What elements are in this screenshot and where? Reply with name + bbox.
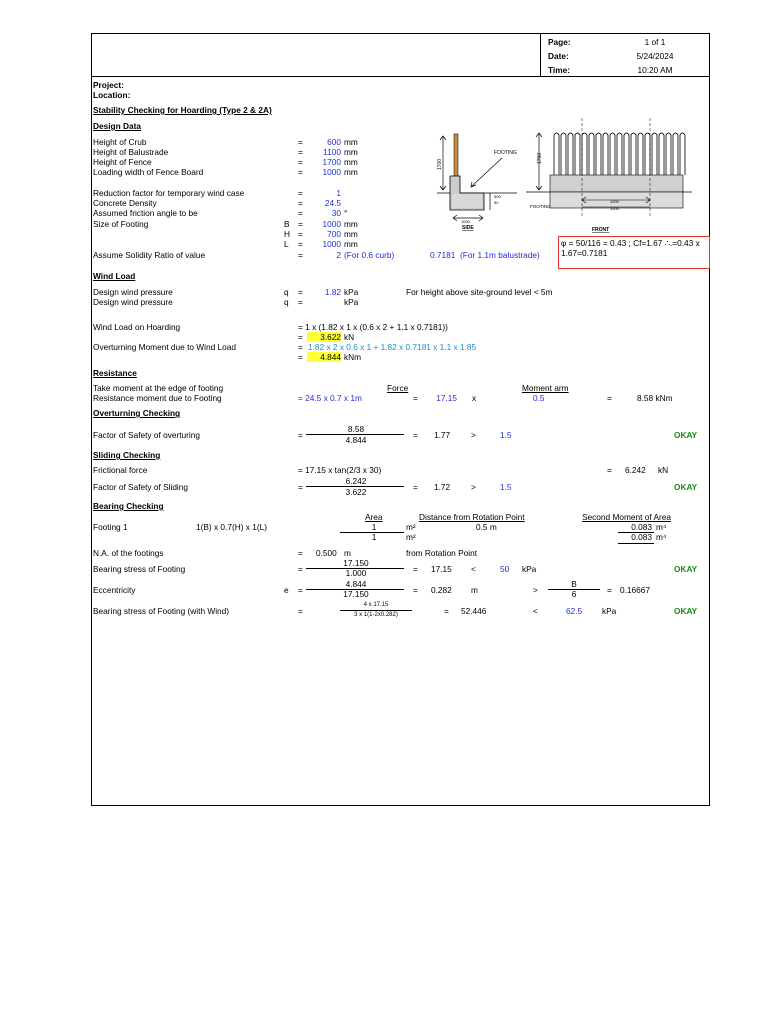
eccentricity-gt: >: [533, 585, 538, 595]
overturning-eq: =: [298, 430, 303, 440]
page-title: Stability Checking for Hoarding (Type 2 & 2A): [93, 105, 272, 115]
resistance-row1-label: Take moment at the edge of footing: [93, 383, 224, 393]
footing-label-side: FOOTING: [494, 150, 517, 156]
resistance-x: x: [472, 393, 477, 403]
wind-bearing-value: 52.446: [461, 606, 487, 616]
overturning-den: 4.844: [345, 435, 367, 445]
fence-paling: [680, 133, 685, 175]
overturning-limit: 1.5: [500, 430, 512, 440]
eccentricity-eq-3: =: [607, 585, 612, 595]
sliding-eq: =: [298, 482, 303, 492]
project-label: Project:: [93, 80, 124, 90]
fence-paling: [638, 133, 643, 175]
fence-paling: [582, 133, 587, 175]
eccentricity-eq: =: [298, 585, 303, 595]
wind-bearing-limit: 62.5: [566, 606, 583, 616]
wind-pressure-eq-1: =: [298, 287, 303, 297]
design-row-label: Height of Fence: [93, 157, 152, 167]
design-row-unit: mm: [344, 229, 358, 239]
bearing-stress-den: 1.000: [345, 568, 367, 578]
second-total-bar-2: [618, 543, 654, 544]
eccentricity-value: 0.282: [431, 585, 452, 595]
bearing-stress-unit: kPa: [522, 564, 537, 574]
resistance-row2-label: Resistance moment due to Footing: [93, 393, 222, 403]
fence-paling: [589, 133, 594, 175]
resistance-formula: = 24.5 x 0.7 x 1m: [298, 393, 362, 403]
sliding-heading: Sliding Checking: [93, 450, 161, 460]
wind-pressure-value: 1.82: [324, 287, 341, 297]
fence-paling: [659, 133, 664, 175]
design-row-unit: mm: [344, 137, 358, 147]
friction-value: 6.242: [625, 465, 646, 475]
na-note: from Rotation Point: [406, 548, 478, 558]
design-row-symbol: L: [284, 239, 289, 249]
resistance-result: 8.58 kNm: [637, 393, 673, 403]
design-row-value: 1700: [322, 157, 341, 167]
side-diagram: [432, 128, 522, 232]
second-moment-unit: m⁴: [656, 522, 667, 532]
friction-formula: = 17.15 x tan(2/3 x 30): [298, 465, 382, 475]
moment-eq: =: [298, 342, 303, 352]
design-row-eq: =: [298, 229, 303, 239]
design-row-eq: =: [298, 239, 303, 249]
second-moment-header: Second Moment of Area: [582, 512, 672, 522]
distance-header: Distance from Rotation Point: [419, 512, 525, 522]
moment-formula: 1.82 x 2 x 0.6 x 1 + 1.82 x 0.7181 x 1.1 x 1.85: [308, 342, 477, 352]
na-unit: m: [344, 548, 351, 558]
front-dim-1700: 1700: [537, 152, 543, 164]
overturning-heading: Overturning Checking: [93, 408, 181, 418]
hoarding-load-value: 3.622: [307, 332, 341, 342]
eccentricity-eq-2: =: [413, 585, 418, 595]
bearing-stress-eq-2: =: [413, 564, 418, 574]
design-row-label: Loading width of Fence Board: [93, 167, 204, 177]
second-moment-value: 0.083: [631, 522, 652, 532]
eccentricity-num: 4.844: [345, 579, 367, 589]
resistance-eq: =: [413, 393, 418, 403]
bearing-stress-status: OKAY: [674, 564, 698, 574]
wind-pressure-label-1: Design wind pressure: [93, 287, 173, 297]
fence-paling: [568, 133, 573, 175]
design-row-eq: =: [298, 137, 303, 147]
eccentricity-unit: m: [471, 585, 478, 595]
design-row-value: 1000: [322, 239, 341, 249]
footing-1-label: Footing 1: [93, 522, 128, 532]
design-row-value: 1: [336, 188, 341, 198]
moment-label: Overturning Moment due to Wind Load: [93, 342, 236, 352]
design-row-eq: =: [298, 208, 303, 218]
design-row-symbol: H: [284, 229, 290, 239]
resistance-force: 17.15: [436, 393, 457, 403]
area-value: 1: [371, 522, 377, 532]
eccentricity-sym: e: [284, 585, 289, 595]
hoarding-load-formula: = 1 x (1.82 x 1 x (0.6 x 2 + 1.1 x 0.7181)): [298, 322, 448, 332]
friction-eq: =: [607, 465, 612, 475]
fence-paling: [631, 133, 636, 175]
na-label: N.A. of the footings: [93, 548, 164, 558]
force-header: Force: [387, 383, 409, 393]
overturning-gt: >: [471, 430, 476, 440]
solidity-label: Assume Solidity Ratio of value: [93, 250, 206, 260]
resistance-arm: 0.5: [533, 393, 545, 403]
resistance-heading: Resistance: [93, 368, 137, 378]
page-value: 1 of 1: [644, 37, 666, 47]
bearing-stress-value: 17.15: [431, 564, 452, 574]
sliding-status: OKAY: [674, 482, 698, 492]
fence-paling: [645, 133, 650, 175]
design-row-value: 600: [327, 137, 341, 147]
area-total: 1: [371, 532, 377, 542]
eccentricity-6: 6: [571, 589, 577, 599]
wind-bearing-eq-2: =: [444, 606, 449, 616]
design-row-label: Reduction factor for temporary wind case: [93, 188, 245, 198]
design-row-label: Height of Balustrade: [93, 147, 169, 157]
side-label: SIDE: [462, 225, 474, 231]
na-eq: =: [298, 548, 303, 558]
design-row-eq: =: [298, 219, 303, 229]
design-row-unit: °: [344, 208, 348, 218]
na-value: 0.500: [316, 548, 337, 558]
design-row-label: Assumed friction angle to be: [93, 208, 198, 218]
wind-bearing-lt: <: [533, 606, 538, 616]
footing-label-front: FOOTING: [530, 204, 551, 209]
wind-bearing-eq: =: [298, 606, 303, 616]
fence-paling: [596, 133, 601, 175]
design-row-label: Size of Footing: [93, 219, 149, 229]
side-dim-50: 50: [494, 200, 499, 205]
wind-bearing-label: Bearing stress of Footing (with Wind): [93, 606, 230, 616]
resistance-eq-2: =: [607, 393, 612, 403]
page-label: Page:: [548, 37, 571, 47]
design-row-unit: mm: [344, 219, 358, 229]
design-row-label: Concrete Density: [93, 198, 157, 208]
sliding-gt: >: [471, 482, 476, 492]
friction-label: Frictional force: [93, 465, 148, 475]
fence-paling: [561, 133, 566, 175]
eccentricity-result: 0.16667: [620, 585, 650, 595]
sliding-limit: 1.5: [500, 482, 512, 492]
hoarding-load-unit: kN: [344, 332, 355, 342]
side-dim-1700: 1700: [437, 158, 443, 170]
wind-pressure-unit-2: kPa: [344, 297, 359, 307]
design-row-eq: =: [298, 147, 303, 157]
sliding-fos-label: Factor of Safety of Sliding: [93, 482, 189, 492]
eccentricity-den: 17.150: [343, 589, 369, 599]
sliding-num: 6.242: [345, 476, 367, 486]
wind-bearing-den: 3 x 1(1-2x0.282): [354, 612, 398, 618]
design-row-eq: =: [298, 198, 303, 208]
second-total: 0.083: [631, 532, 652, 542]
bearing-stress-eq: =: [298, 564, 303, 574]
solidity-value-2: 0.7181: [430, 250, 456, 260]
solidity-note: (For 0.6 curb): [344, 250, 395, 260]
front-label: FRONT: [592, 227, 610, 233]
sliding-den: 3.622: [345, 487, 367, 497]
wind-load-heading: Wind Load: [93, 271, 136, 281]
fence-paling: [666, 133, 671, 175]
bearing-stress-lt: <: [471, 564, 476, 574]
front-dim-1000b: 1000: [610, 206, 619, 211]
design-row-unit: mm: [344, 167, 358, 177]
hoarding-load-label: Wind Load on Hoarding: [93, 322, 181, 332]
front-dim-1000: 1000: [610, 199, 619, 204]
bearing-stress-label: Bearing stress of Footing: [93, 564, 186, 574]
design-row-value: 24.5: [324, 198, 341, 208]
design-row-value: 1000: [322, 167, 341, 177]
design-row-value: 30: [331, 208, 341, 218]
moment-eq-2: =: [298, 352, 303, 362]
fence-paling: [617, 133, 622, 175]
sliding-eq-2: =: [413, 482, 418, 492]
side-dim-500: 500: [494, 194, 501, 199]
solidity-note-2: (For 1.1m balustrade): [460, 250, 540, 260]
design-row-eq: =: [298, 167, 303, 177]
bearing-heading: Bearing Checking: [93, 501, 164, 511]
header-vdivider: [540, 33, 541, 77]
area-total-unit: m²: [406, 532, 416, 542]
overturning-status: OKAY: [674, 430, 698, 440]
wind-pressure-eq-2: =: [298, 297, 303, 307]
wind-bearing-num: 4 x 17.15: [363, 602, 389, 608]
design-row-unit: mm: [344, 239, 358, 249]
fence-paling: [610, 133, 615, 175]
moment-unit: kNm: [344, 352, 362, 362]
distance-value: 0.5 m: [476, 522, 497, 532]
design-row-unit: mm: [344, 157, 358, 167]
front-diagram: [526, 118, 692, 234]
eccentricity-label: Eccentricity: [93, 585, 136, 595]
fence-paling: [575, 133, 580, 175]
wind-pressure-unit-1: kPa: [344, 287, 359, 297]
wind-pressure-sym-2: q: [284, 297, 289, 307]
header-divider: [91, 76, 710, 77]
overturning-label: Factor of Safety of overturing: [93, 430, 200, 440]
friction-unit: kN: [658, 465, 669, 475]
side-dim-1000: 1000: [461, 219, 470, 224]
fence-paling: [603, 133, 608, 175]
second-total-unit: m⁴: [656, 532, 667, 542]
design-row-value: 1100: [323, 147, 341, 157]
fence-paling: [673, 133, 678, 175]
solidity-value: 2: [336, 250, 341, 260]
overturning-eq-2: =: [413, 430, 418, 440]
footing-1-formula: 1(B) x 0.7(H) x 1(L): [196, 522, 267, 532]
wind-pressure-label-2: Design wind pressure: [93, 297, 173, 307]
area-unit: m²: [406, 522, 416, 532]
solidity-eq: =: [298, 250, 303, 260]
wind-bearing-status: OKAY: [674, 606, 698, 616]
eccentricity-b: B: [571, 579, 577, 589]
time-label: Time:: [548, 65, 570, 75]
moment-arm-header: Moment arm: [522, 383, 569, 393]
fence-paling: [554, 133, 559, 175]
sliding-value: 1.72: [434, 482, 451, 492]
design-row-value: 700: [327, 229, 341, 239]
solidity-note-box: φ = 50/116 = 0.43 ; Cf=1.67 ∴.=0.43 x 1.67=0.7181: [558, 236, 710, 269]
location-label: Location:: [93, 90, 131, 100]
design-row-label: Height of Crub: [93, 137, 147, 147]
design-data-heading: Design Data: [93, 121, 141, 131]
wind-pressure-sym-1: q: [284, 287, 289, 297]
bearing-stress-limit: 50: [500, 564, 510, 574]
design-row-eq: =: [298, 188, 303, 198]
overturning-num: 8.58: [347, 424, 365, 434]
bearing-stress-num: 17.150: [343, 558, 369, 568]
design-row-eq: =: [298, 157, 303, 167]
wind-pressure-note: For height above site-ground level < 5m: [406, 287, 553, 297]
date-label: Date:: [548, 51, 569, 61]
hoarding-load-eq: =: [298, 332, 303, 342]
overturning-value: 1.77: [434, 430, 451, 440]
moment-value: 4.844: [307, 352, 341, 362]
fence-paling: [652, 133, 657, 175]
wind-bearing-unit: kPa: [602, 606, 617, 616]
design-row-unit: mm: [344, 147, 358, 157]
design-row-symbol: B: [284, 219, 290, 229]
area-header: Area: [365, 512, 383, 522]
time-value: 10:20 AM: [637, 65, 673, 75]
design-row-value: 1000: [322, 219, 341, 229]
date-value: 5/24/2024: [636, 51, 674, 61]
fence-paling: [624, 133, 629, 175]
